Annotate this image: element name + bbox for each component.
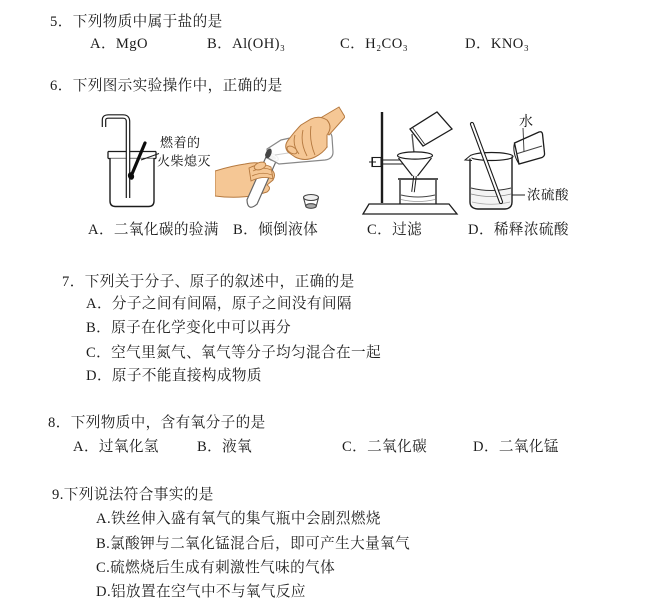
q6-number: 6． — [50, 78, 73, 94]
water-beaker — [514, 132, 545, 164]
q8-option-a: A．过氧化氢 — [73, 439, 159, 455]
q5-stem-line — [50, 14, 223, 31]
q9-stem-line — [52, 487, 214, 504]
q6-stem: 下列图示实验操作中，正确的是 — [72, 78, 283, 94]
acid-liquid — [471, 189, 511, 208]
q5-option-d: D．KNO₃ — [465, 36, 530, 52]
q9-option-a: A.铁丝伸入盛有氧气的集气瓶中会剧烈燃烧 — [96, 511, 381, 527]
q9-option-c: C.硫燃烧后生成有刺激性气味的气体 — [96, 560, 336, 576]
q5-option-b: B．Al(OH)₃ — [207, 36, 286, 52]
q8-option-b: B．液氧 — [197, 439, 253, 455]
q9-number: 9. — [52, 487, 64, 503]
q8-option-c: C．二氧化碳 — [342, 439, 428, 455]
q5-number: 5． — [50, 14, 73, 30]
figure-filtration — [360, 100, 470, 220]
bottle-stopper — [304, 195, 319, 209]
match-annotation-line2: 火柴熄灭 — [157, 153, 212, 169]
q5-stem: 下列物质中属于盐的是 — [72, 14, 223, 30]
figure-co2-full-test — [85, 105, 215, 215]
q7-stem-line — [62, 274, 355, 291]
figure-dilute-acid — [455, 100, 635, 220]
q6-stem-line — [50, 78, 283, 95]
q9-stem: 下列说法符合事实的是 — [63, 487, 214, 503]
q7-option-d: D．原子不能直接构成物质 — [86, 368, 262, 384]
figure-pour-liquid — [215, 105, 345, 215]
q9-option-d: D.铝放置在空气中不与氧气反应 — [96, 584, 306, 600]
large-beaker — [465, 153, 513, 210]
q7-number: 7． — [62, 274, 85, 290]
q8-option-d: D．二氧化锰 — [473, 439, 559, 455]
back-hand — [286, 107, 345, 160]
q6-option-d: D．稀释浓硫酸 — [468, 222, 569, 238]
q7-option-b: B．原子在化学变化中可以再分 — [86, 320, 292, 336]
acid-label: 浓硫酸 — [527, 187, 569, 203]
q7-option-a: A．分子之间有间隔，原子之间没有间隔 — [86, 296, 352, 312]
pouring-beaker — [410, 112, 452, 146]
q7-stem: 下列关于分子、原子的叙述中，正确的是 — [84, 274, 355, 290]
q5-option-c: C．H₂CO₃ — [340, 36, 409, 52]
beaker-spout — [465, 155, 472, 161]
q8-number: 8． — [48, 415, 71, 431]
q6-option-b: B．倾倒液体 — [233, 222, 319, 238]
liquid-stream — [412, 134, 414, 153]
q8-stem-line — [48, 415, 266, 432]
stand-base — [363, 204, 457, 214]
q5-option-a: A．MgO — [90, 36, 148, 52]
q9-option-b: B.氯酸钾与二氧化锰混合后，即可产生大量氧气 — [96, 536, 411, 552]
q6-option-a: A．二氧化碳的验满 — [88, 222, 219, 238]
q7-option-c: C．空气里氮气、氧气等分子均匀混合在一起 — [86, 345, 382, 361]
q6-option-c: C．过滤 — [367, 222, 423, 238]
water-label: 水 — [519, 115, 534, 130]
match-annotation-line1: 燃着的 — [160, 135, 201, 150]
funnel — [398, 152, 433, 192]
q8-stem: 下列物质中，含有氧分子的是 — [70, 415, 266, 431]
